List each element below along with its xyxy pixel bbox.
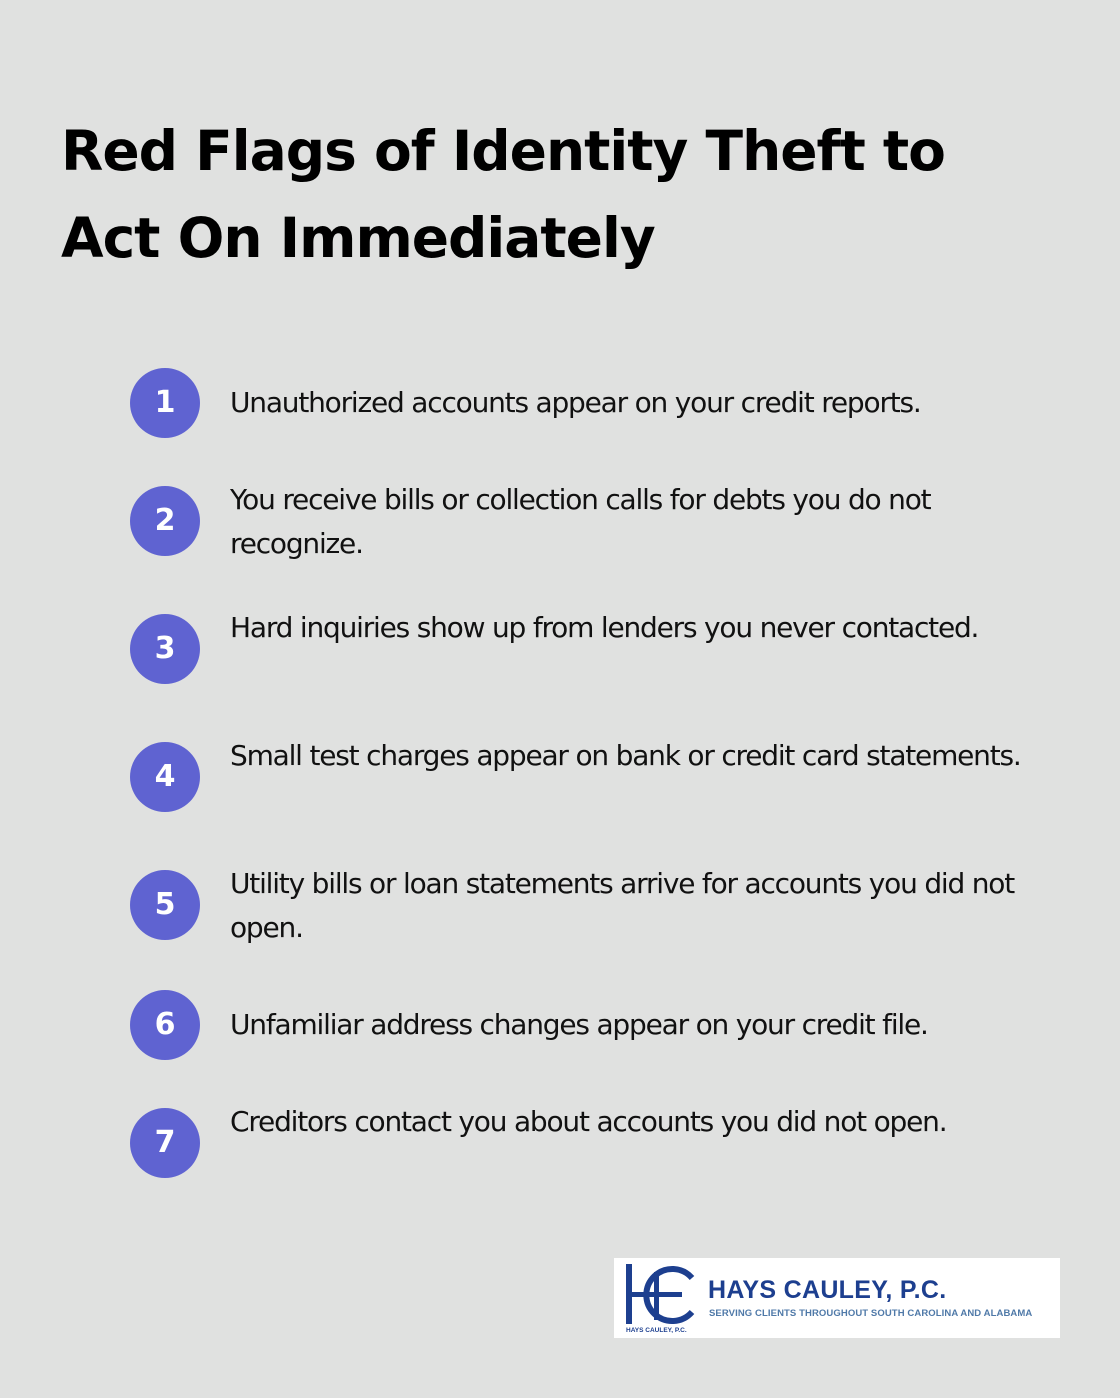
- number-badge: 6: [130, 990, 200, 1060]
- firm-tagline: SERVING CLIENTS THROUGHOUT SOUTH CAROLINA AND ALABAMA: [709, 1308, 1033, 1319]
- page-title: [61, 108, 1061, 282]
- number-badge: 5: [130, 870, 200, 940]
- title-line-1: Red Flags of Identity Theft to: [61, 119, 945, 183]
- number-badge: 7: [130, 1108, 200, 1178]
- hc-monogram-icon: [624, 1262, 702, 1326]
- number-badge: 3: [130, 614, 200, 684]
- hays-cauley-logo: [614, 1258, 1060, 1338]
- item-text: Unfamiliar address changes appear on your credit file.: [230, 1008, 928, 1041]
- item-text: Hard inquiries show up from lenders you never contacted.: [230, 611, 979, 644]
- item-text: Unauthorized accounts appear on your credit reports.: [230, 386, 921, 419]
- firm-name-small: HAYS CAULEY, P.C.: [626, 1327, 687, 1334]
- number-badge: 4: [130, 742, 200, 812]
- title-line-2: Act On Immediately: [61, 206, 655, 270]
- item-text: Creditors contact you about accounts you did not open.: [230, 1105, 947, 1138]
- number-badge: 1: [130, 368, 200, 438]
- item-text: Small test charges appear on bank or credit card statements.: [230, 739, 1021, 772]
- number-badge: 2: [130, 486, 200, 556]
- item-text: You receive bills or collection calls for debts you do not recognize.: [230, 483, 931, 560]
- item-text: Utility bills or loan statements arrive for accounts you did not open.: [230, 867, 1014, 944]
- firm-name: HAYS CAULEY, P.C.: [708, 1276, 947, 1304]
